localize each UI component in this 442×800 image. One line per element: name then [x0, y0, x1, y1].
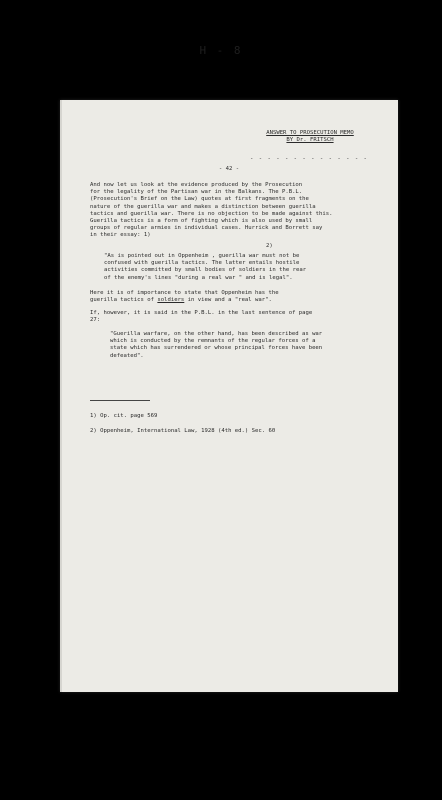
footnote-2: 2) Oppenheim, International Law, 1928 (4th ed.) Sec. 60	[90, 427, 276, 434]
document-header	[240, 130, 380, 144]
paragraph-2-text-b: in view and a "real war".	[184, 297, 272, 304]
paragraph-2-soldiers: soldiers	[157, 297, 185, 304]
frame-mark: H - 8	[199, 44, 243, 57]
header-title: ANSWER TO PROSECUTION MEMO	[266, 130, 354, 136]
footnote-rule	[90, 400, 150, 401]
footnotes	[90, 406, 380, 442]
quotation-1: "As is pointed out in Oppenheim , guerilla war must not be confused with guerilla tactics. The latter entails hostile activities committed by small bodies of soldiers in the rear of the enemy's lines "during a real war " and is legal".	[104, 253, 307, 281]
page-number: - 42 -	[218, 166, 240, 172]
header-author: BY Dr. FRITSCH	[286, 137, 334, 144]
paragraph-1: And now let us look at the evidence produced by the Prosecution for the legality of the Partisan war in the Balkans. The P.B.L. (Prosecution's Brief on the Law) quotes at first fragments on the nature of the guerilla war and makes a distinction between guerilla tactics and guerilla war. There is no objection to be made against this. Guerilla tactics is a form of fighting which is also used by small groups of regular armies in individual cases. Hurrick and Borrett say in their essay: 1)	[90, 182, 333, 239]
paragraph-3: If, however, it is said in the P.B.L. in the last sentence of page 27:	[90, 310, 313, 324]
quotation-2: "Guerilla warfare, on the other hand, has been described as war which is conducted by the remnants of the regular forces of a state which has surrendered or whose principal forces have been defeated".	[110, 331, 323, 359]
header-divider: - - - - - - - - - - - - - -	[250, 156, 368, 162]
paragraph-2-text-a: Here it is of importance to state that Oppenheim has the guerilla tactics of	[90, 290, 279, 304]
page-edge	[60, 100, 62, 692]
paragraph-2	[90, 290, 380, 304]
footnote-reference: 2)	[266, 243, 273, 249]
document-page	[60, 100, 398, 692]
footnote-1: 1) Op. cit. page 569	[90, 413, 158, 420]
